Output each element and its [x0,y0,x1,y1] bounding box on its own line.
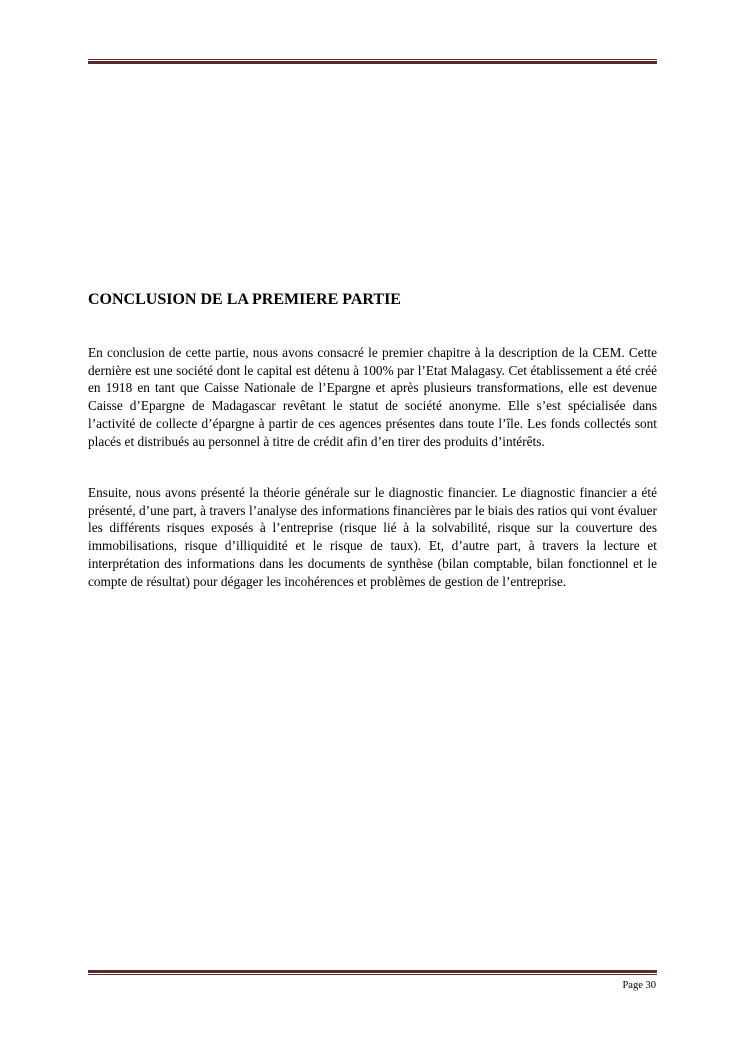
footer-rule-thin-line [88,974,657,975]
header-rule [88,59,657,64]
page-number: Page 30 [622,980,656,991]
header-rule-thick-line [88,61,657,64]
section-title: CONCLUSION DE LA PREMIERE PARTIE [88,291,401,308]
paragraph-1: En conclusion de cette partie, nous avons consacré le premier chapitre à la description de la CEM. Cette dernière est une société dont le capital est détenu à 100% par l’Etat Malagasy. Cet établissement a été créé en 1918 en tant que Caisse Nationale de l’Epargne et après plusieurs transformations, elle est devenue Caisse d’Epargne de Madagascar revêtant le statut de société anonyme. Elle s’est spécialisée dans l’activité de collecte d’épargne à partir de ces agences présentes dans toute l’île. Les fonds collectés sont placés et distribués au personnel à titre de crédit afin d’en tirer des produits d’intérêts. [88,345,657,449]
footer-rule [88,970,657,975]
header-rule-thin-line [88,59,657,60]
paragraph-2: Ensuite, nous avons présenté la théorie générale sur le diagnostic financier. Le diagnostic financier a été présenté, d’une part, à travers l’analyse des informations financières par le biais des ratios qui vont évaluer les différents risques exposés à l’entreprise (risque lié à la solvabilité, risque sur la couverture des immobilisations, risque d’illiquidité et le risque de taux). Et, d’autre part, à travers la lecture et interprétation des informations dans les documents de synthèse (bilan comptable, bilan fonctionnel et le compte de résultat) pour dégager les incohérences et problèmes de gestion de l’entreprise. [88,485,657,589]
footer-rule-thick-line [88,970,657,973]
